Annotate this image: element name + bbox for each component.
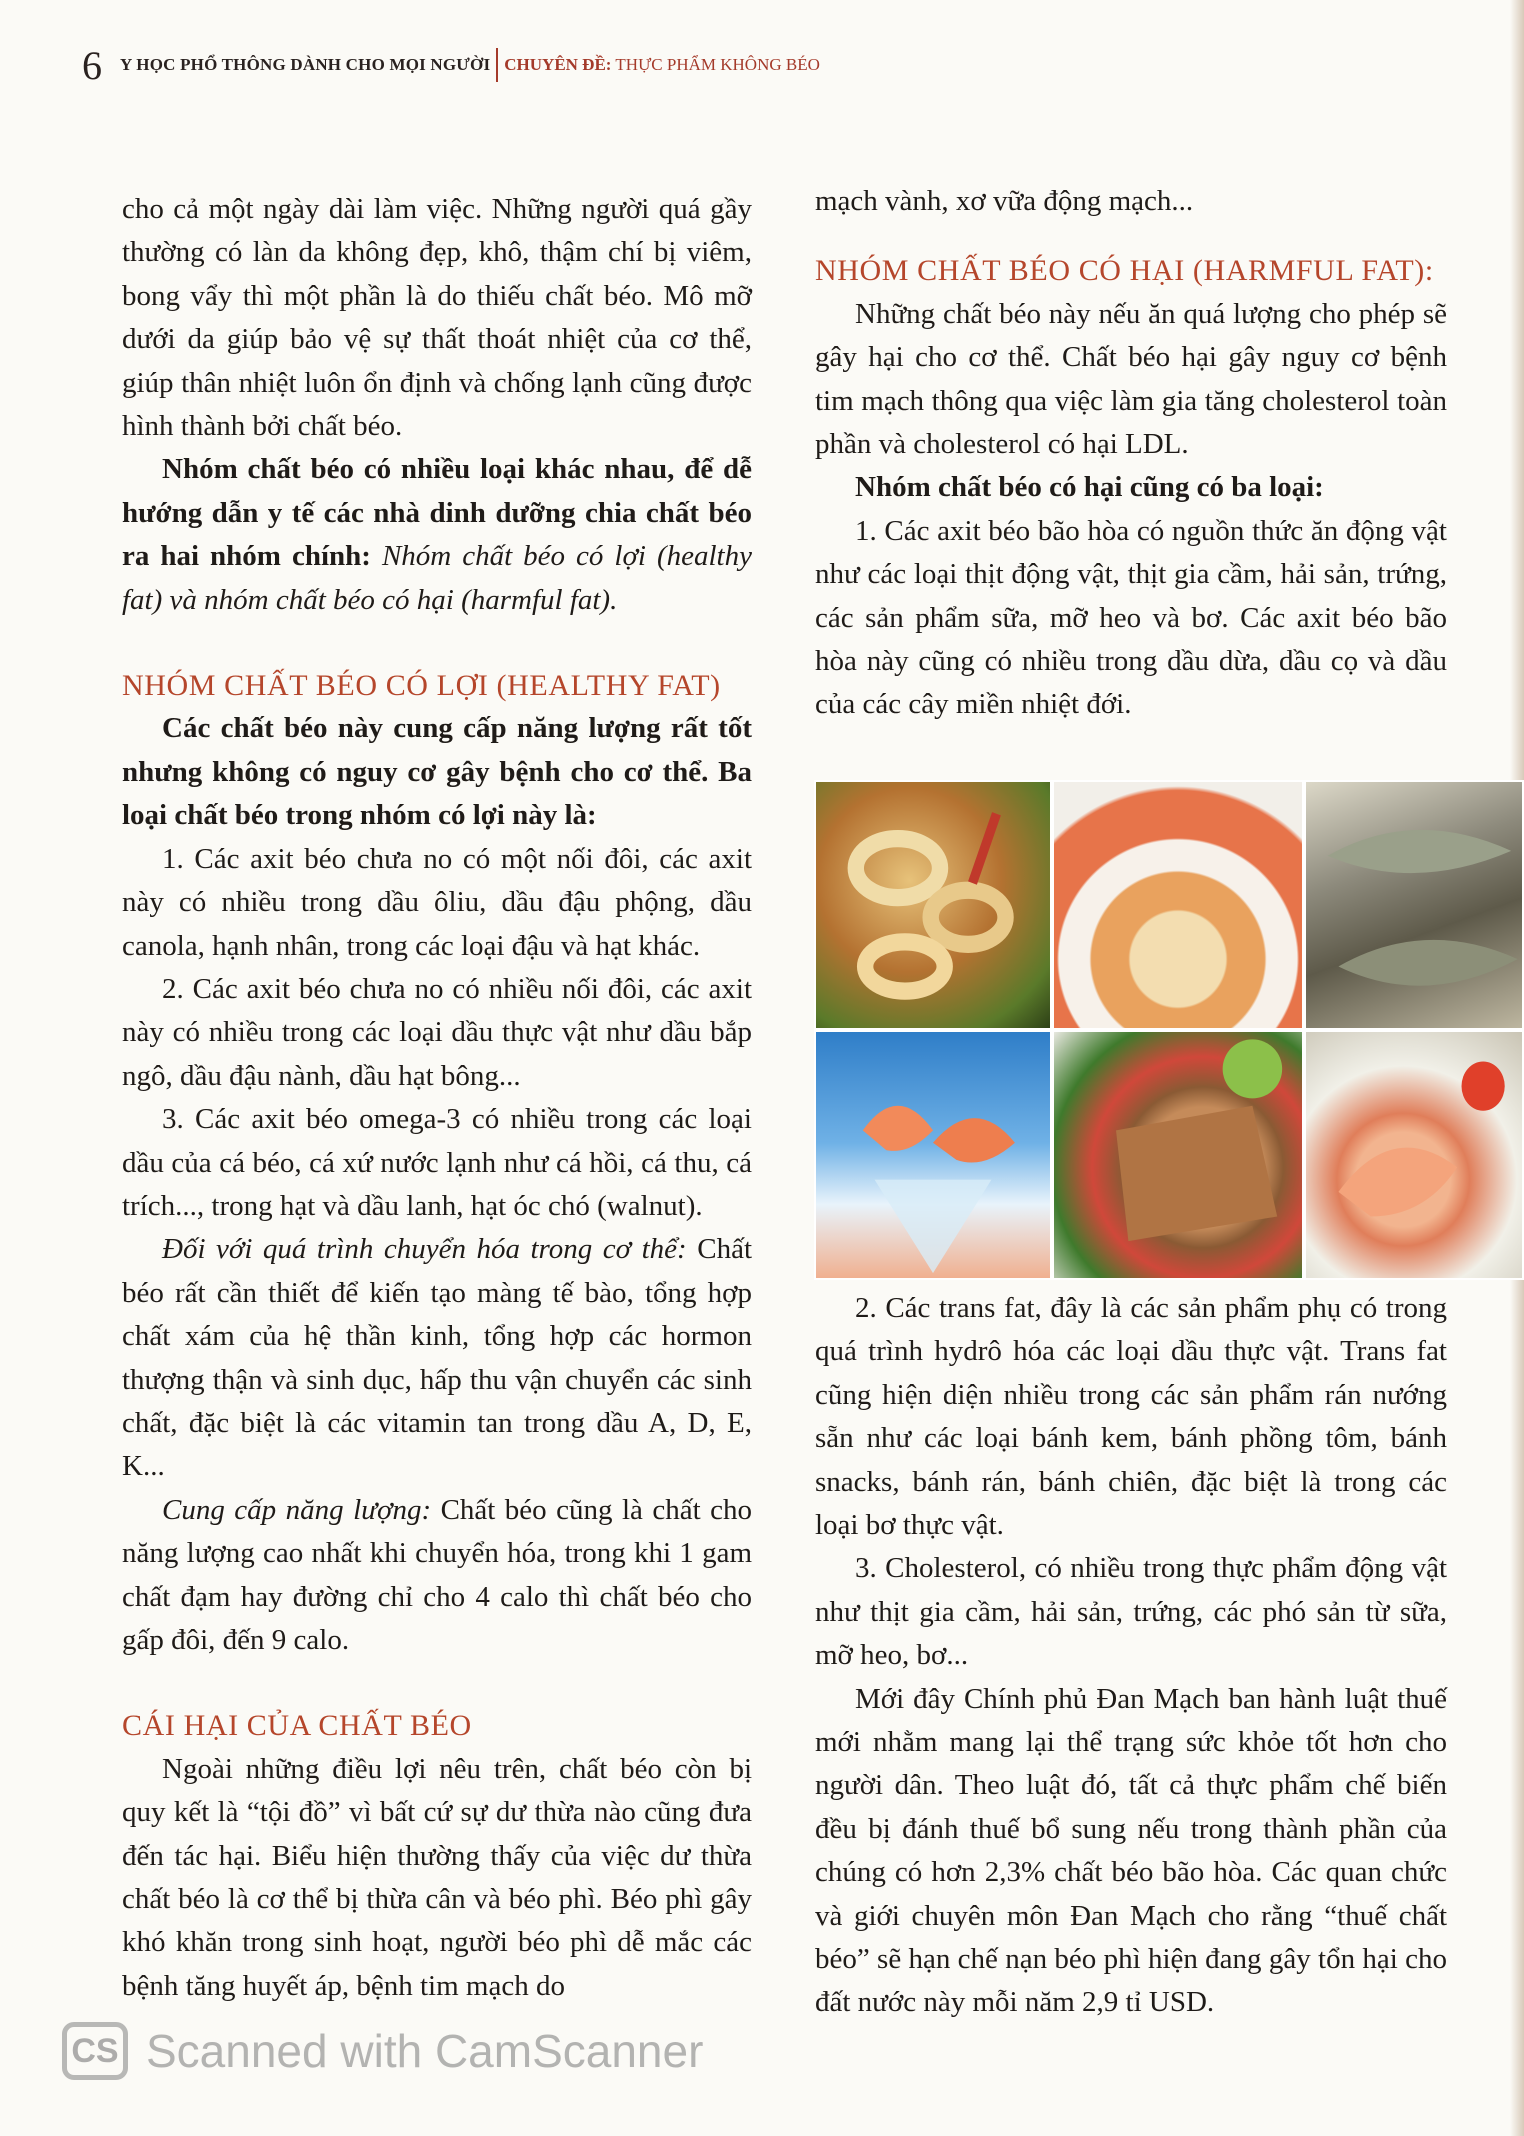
ring-shape: [865, 942, 945, 991]
paragraph: Những chất béo này nếu ăn quá lượng cho phép sẽ gây hại cho cơ thể. Chất béo hại gây nguy cơ bệnh tim mạch thông qua việc làm gia tăng cholesterol toàn phần và cholesterol có hại LDL.: [815, 297, 1447, 461]
list-item: 3. Cholesterol, có nhiều trong thực phẩm động vật như thịt gia cầm, hải sản, trứng, các phó sản từ sữa, mỡ heo, bơ...: [815, 1552, 1447, 1672]
section-heading-healthy-fat: NHÓM CHẤT BÉO CÓ LỢI (HEALTHY FAT): [122, 669, 721, 703]
paragraph: [122, 1489, 752, 1663]
header-divider: [496, 48, 498, 82]
list-item: 2. Các axit béo chưa no có nhiều nối đôi, các axit này có nhiều trong các loại dầu thực vật như dầu bắp ngô, dầu đậu nành, dầu hạt bông...: [122, 972, 752, 1092]
topic-label: CHUYÊN ĐỀ:: [504, 55, 612, 74]
body-text: Chất béo rất cần thiết để kiến tạo màng tế bào, tổng hợp chất xám của hệ thần kinh, tổng hợp các hormon thượng thận và sinh dục, hấp thu vận chuyển các sinh chất, đặc biệt là các vitamin tan trong dầu A, D, E, K...: [122, 1233, 753, 1483]
paragraph: Ngoài những điều lợi nêu trên, chất béo còn bị quy kết là “tội đồ” vì bất cứ sự dư thừa nào cũng đưa đến tác hại. Biểu hiện thường thấy của việc dư thừa chất béo là cơ thể bị thừa cân và béo phì. Béo phì gây khó khăn trong sinh hoạt, người béo phì dễ mắc các bệnh tăng huyết áp, bệnh tim mạch do: [122, 1752, 752, 2002]
page-number: 6: [82, 42, 102, 88]
trout-image: [1306, 782, 1522, 1028]
shrimp-shape: [863, 1106, 933, 1151]
photo-calamari-rings: [814, 780, 1052, 1030]
photo-salmon-bagel: [1052, 780, 1304, 1030]
italic-lead: Cung cấp năng lượng:: [162, 1493, 432, 1526]
paragraph: mạch vành, xơ vữa động mạch...: [815, 185, 1194, 217]
pepper-strip: [968, 812, 1001, 885]
shrimp-image: [816, 1032, 1050, 1278]
food-photo-grid: [814, 780, 1524, 1280]
glass-shape: [875, 1180, 992, 1273]
left-column: [122, 188, 752, 2008]
list-item: 3. Các axit béo omega-3 có nhiều trong các loại dầu của cá béo, cá xứ nước lạnh như cá hồi, cá thu, cá trích..., trong hạt và dầu lanh, hạt óc chó (walnut).: [122, 1103, 752, 1222]
camscanner-logo: CS: [62, 2022, 128, 2080]
section-heading-harm-of-fat: CÁI HẠI CỦA CHẤT BÉO: [122, 1709, 472, 1743]
paragraph: [122, 1228, 752, 1488]
list-item: 2. Các trans fat, đây là các sản phẩm phụ có trong quá trình hydrô hóa các loại dầu thực vật. Trans fat cũng hiện diện nhiều trong các sản phẩm rán nướng sẵn như các loại bánh kem, bánh phồng tôm, bánh snacks, bánh rán, bánh chiên, đặc biệt là trong các loại bơ thực vật.: [815, 1291, 1447, 1541]
fish-shape: [1328, 830, 1512, 873]
photo-grilled-salmon: [1052, 1030, 1304, 1280]
photo-prawn-plate: [1304, 1030, 1524, 1280]
italic-text: Nhóm chất béo có lợi (healthy fat) và nhóm chất béo có hại (harmful fat).: [122, 540, 752, 616]
paragraph: cho cả một ngày dài làm việc. Những người quá gầy thường có làn da không đẹp, khô, thậm chí bị viêm, bong vẩy thì một phần là do thiếu chất béo. Mô mỡ dưới da giúp bảo vệ sự thất thoát nhiệt của cơ thể, giúp thân nhiệt luôn ổn định và chống lạnh cũng được hình thành bởi chất béo.: [122, 193, 752, 443]
spacer: [815, 223, 1447, 249]
section-heading-harmful-fat: NHÓM CHẤT BÉO CÓ HẠI (HARMFUL FAT):: [815, 254, 1434, 288]
photo-shrimp-cocktail: [814, 1030, 1052, 1280]
list-item: 1. Các axit béo bão hòa có nguồn thức ăn động vật như các loại thịt động vật, thịt gia cầm, hải sản, trứng, các sản phẩm sữa, mỡ heo và bơ. Các axit béo bão hòa này cũng có nhiều trong dầu dừa, dầu cọ và dầu của các cây miền nhiệt đới.: [815, 514, 1447, 721]
shrimp-shape: [933, 1118, 1015, 1162]
spacer: [122, 1662, 752, 1704]
bold-text: Nhóm chất béo có nhiều loại khác nhau, để dễ hướng dẫn y tế các nhà dinh dưỡng chia chất béo ra hai nhóm chính:: [122, 453, 752, 573]
salmon-image: [1054, 1032, 1302, 1278]
list-item: 1. Các axit béo chưa no có một nối đôi, các axit này có nhiều trong dầu ôliu, dầu đậu phộng, dầu canola, hạnh nhân, trong các loại đậu và hạt khác.: [122, 842, 752, 962]
paragraph-bold: Nhóm chất béo có hại cũng có ba loại:: [855, 471, 1324, 504]
italic-lead: Đối với quá trình chuyển hóa trong cơ thể:: [162, 1233, 687, 1266]
ring-shape: [931, 890, 1006, 944]
paragraph-bold: Các chất béo này cung cấp năng lượng rất tốt nhưng không có nguy cơ gây bệnh cho cơ thể. Ba loại chất béo trong nhóm có lợi này là:: [122, 712, 752, 832]
body-text: Chất béo cũng là chất cho năng lượng cao nhất khi chuyển hóa, trong khi 1 gam chất đạm hay đường chỉ cho 4 calo thì chất béo cho gấp đôi, đến 9 calo.: [122, 1493, 752, 1656]
photo-trout-fish: [1304, 780, 1524, 1030]
running-title: Y HỌC PHỔ THÔNG DÀNH CHO MỌI NGƯỜI: [120, 55, 491, 74]
tomato-shape: [1462, 1062, 1505, 1111]
camscanner-watermark: [62, 2022, 703, 2080]
paragraph: Mới đây Chính phủ Đan Mạch ban hành luật thuế mới nhằm mang lại thể trạng sức khỏe tốt hơn cho người dân. Theo luật đó, tất cả thực phẩm chế biến đều bị đánh thuế bổ sung nếu trong thành phần của chúng có hơn 2,3% chất béo bão hòa. Các quan chức và giới chuyên môn Đan Mạch cho rằng “thuế chất béo” sẽ hạn chế nạn béo phì hiện đang gây tổn hại cho đất nước này mỗi năm 2,9 tỉ USD.: [815, 1682, 1447, 2019]
prawn-image: [1306, 1032, 1522, 1278]
fish-shape: [1338, 940, 1517, 986]
spacer: [122, 622, 752, 664]
ring-shape: [856, 839, 940, 898]
watermark-text: Scanned with CamScanner: [146, 2025, 704, 2077]
calamari-image: [816, 782, 1050, 1028]
paragraph: [122, 448, 752, 622]
prawn-shape: [1338, 1148, 1457, 1217]
lime-shape: [1223, 1039, 1283, 1098]
page-header: [82, 40, 820, 90]
topic-line: [504, 55, 820, 75]
topic-value: THỰC PHẨM KHÔNG BÉO: [615, 55, 820, 74]
salmon-fillet: [1116, 1106, 1277, 1241]
